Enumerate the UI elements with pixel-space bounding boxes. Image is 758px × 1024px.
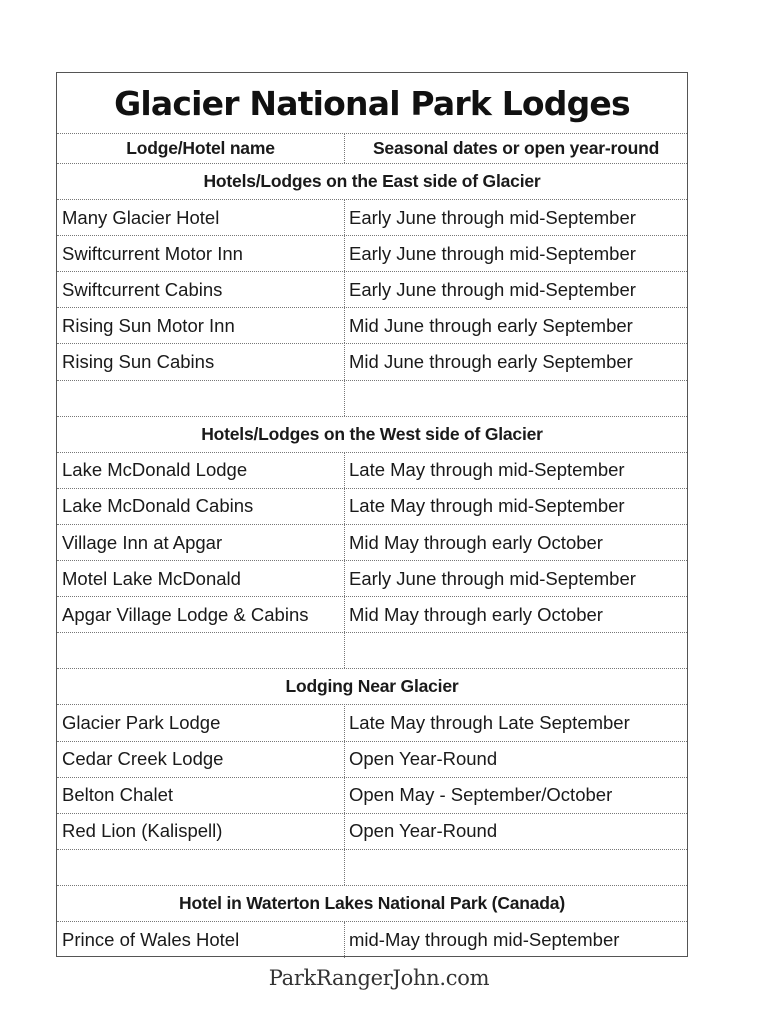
lodge-name-cell: Swiftcurrent Cabins	[57, 272, 345, 307]
lodge-name-cell: Apgar Village Lodge & Cabins	[57, 597, 345, 632]
blank-row	[57, 381, 687, 417]
table-row	[57, 345, 687, 381]
lodge-name-cell: Prince of Wales Hotel	[57, 922, 345, 958]
table-row	[57, 922, 687, 958]
table-row	[57, 200, 687, 236]
column-header-name: Lodge/Hotel name	[57, 134, 345, 163]
seasonal-dates-cell: mid-May through mid-September	[349, 929, 620, 951]
table-row	[57, 525, 687, 561]
lodge-name-cell: Glacier Park Lodge	[57, 706, 345, 741]
section-heading: Hotels/Lodges on the West side of Glacier	[57, 417, 687, 453]
table-row	[57, 272, 687, 308]
blank-cell	[345, 633, 687, 668]
blank-cell	[345, 850, 687, 885]
seasonal-dates-cell: Open Year-Round	[349, 748, 498, 770]
seasonal-dates-cell: Open Year-Round	[349, 820, 498, 842]
seasonal-dates-cell: Late May through mid-September	[349, 495, 625, 517]
seasonal-dates-cell: Early June through mid-September	[349, 567, 636, 589]
table-row	[57, 561, 687, 597]
column-header-dates: Seasonal dates or open year-round	[372, 138, 660, 158]
section-heading: Hotel in Waterton Lakes National Park (Canada)	[57, 886, 687, 922]
table-row	[57, 489, 687, 525]
table-row	[57, 742, 687, 778]
lodge-name-cell: Cedar Creek Lodge	[57, 742, 345, 777]
seasonal-dates-cell: Early June through mid-September	[349, 278, 636, 300]
seasonal-dates-cell: Late May through mid-September	[349, 459, 625, 481]
lodge-name-cell: Belton Chalet	[57, 778, 345, 813]
blank-cell	[345, 381, 687, 416]
blank-cell	[57, 633, 345, 668]
lodge-name-cell: Lake McDonald Lodge	[57, 453, 345, 488]
lodge-name-cell: Lake McDonald Cabins	[57, 489, 345, 524]
table-row	[57, 308, 687, 344]
seasonal-dates-cell: Mid June through early September	[349, 314, 633, 336]
seasonal-dates-cell: Early June through mid-September	[349, 242, 636, 264]
table-row	[57, 778, 687, 814]
blank-row	[57, 633, 687, 669]
blank-cell	[57, 381, 345, 416]
page-title: Glacier National Park Lodges	[57, 73, 687, 134]
lodge-name-cell: Swiftcurrent Motor Inn	[57, 236, 345, 271]
seasonal-dates-cell: Mid June through early September	[349, 351, 633, 373]
lodge-name-cell: Many Glacier Hotel	[57, 200, 345, 235]
table-row	[57, 236, 687, 272]
blank-row	[57, 850, 687, 886]
lodges-table	[56, 72, 688, 957]
section-heading: Hotels/Lodges on the East side of Glacier	[57, 164, 687, 200]
lodge-name-cell: Rising Sun Motor Inn	[57, 308, 345, 343]
blank-cell	[57, 850, 345, 885]
table-row	[57, 597, 687, 633]
section-heading: Lodging Near Glacier	[57, 669, 687, 705]
column-header-row	[57, 134, 687, 164]
seasonal-dates-cell: Open May - September/October	[349, 784, 613, 806]
seasonal-dates-cell: Early June through mid-September	[349, 206, 636, 228]
lodge-name-cell: Red Lion (Kalispell)	[57, 814, 345, 849]
table-row	[57, 706, 687, 742]
seasonal-dates-cell: Mid May through early October	[349, 531, 603, 553]
lodge-name-cell: Rising Sun Cabins	[57, 345, 345, 380]
lodge-name-cell: Village Inn at Apgar	[57, 525, 345, 560]
table-row	[57, 453, 687, 489]
seasonal-dates-cell: Mid May through early October	[349, 603, 603, 625]
lodge-name-cell: Motel Lake McDonald	[57, 561, 345, 596]
table-row	[57, 814, 687, 850]
footer-website: ParkRangerJohn.com	[268, 966, 490, 990]
seasonal-dates-cell: Late May through Late September	[349, 712, 630, 734]
